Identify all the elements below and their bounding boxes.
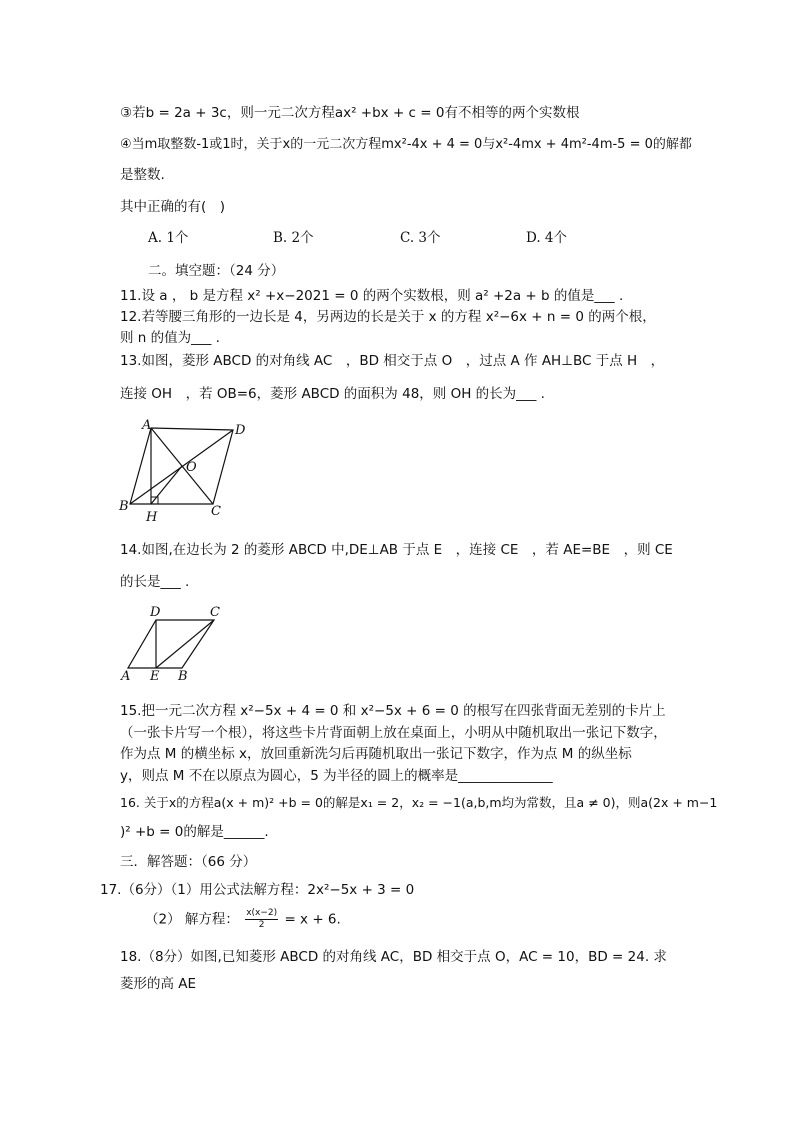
q17-fraction — [245, 908, 278, 931]
question-13-line2: 连接 OH ，若 OB=6，菱形 ABCD 的面积为 48，则 OH 的长为___ . — [120, 386, 545, 402]
label-h: H — [146, 510, 158, 525]
label-d: D — [150, 605, 161, 620]
statement-4: ④当m取整数-1或1时，关于x的一元二次方程mx²-4x + 4 = 0与x²-4mx + 4m²-4m-5 = 0的解都 — [120, 137, 692, 152]
question-17-part2 — [145, 908, 341, 938]
label-e: E — [150, 669, 160, 682]
question-16-line2: )² +b = 0的解是______. — [120, 824, 269, 840]
statement-3: ③若b = 2a + 3c，则一元二次方程ax² +bx + c = 0有不相等的两个实数根 — [120, 105, 580, 121]
rhombus-outline — [128, 620, 214, 668]
label-b: B — [178, 669, 188, 682]
option-b: B. 2个 — [273, 230, 314, 246]
question-14-line1: 14.如图,在边长为 2 的菱形 ABCD 中,DE⊥AB 于点 E ，连接 CE ，若 AE=BE ，则 CE — [120, 542, 673, 558]
question-17-part1: 17.（6分）（1）用公式法解方程：2x²−5x + 3 = 0 — [100, 882, 415, 898]
label-o: O — [186, 460, 197, 475]
label-c: C — [210, 605, 220, 620]
label-a: A — [121, 669, 131, 682]
q17-fraction-denominator: 2 — [258, 920, 265, 930]
rhombus-figure-q13 — [115, 418, 275, 528]
statement-4-cont: 是整数. — [120, 167, 165, 183]
question-prompt: 其中正确的有( ) — [120, 199, 226, 215]
question-18-line2: 菱形的高 AE — [120, 976, 197, 992]
q17-fraction-numerator: x(x−2) — [246, 908, 278, 918]
q17-part2-rhs: = x + 6. — [284, 911, 341, 928]
section-fill-in-heading: 二。填空题：（24 分） — [148, 263, 285, 279]
question-15-line1: 15.把一元二次方程 x²−5x + 4 = 0 和 x²−5x + 6 = 0 的根写在四张背面无差别的卡片上 — [120, 703, 666, 719]
section-answer-heading: 三．解答题：（66 分） — [120, 854, 257, 870]
question-13-line1: 13.如图，菱形 ABCD 的对角线 AC ，BD 相交于点 O ，过点 A 作 AH⊥BC 于点 H ， — [120, 353, 665, 369]
question-16-line1: 16. 关于x的方程a(x + m)² +b = 0的解是x₁ = 2，x₂ = −1(a,b,m均为常数，且a ≠ 0)，则a(2x + m−1 — [120, 795, 718, 810]
label-c: C — [211, 504, 221, 519]
question-14-line2: 的长是___ . — [120, 574, 190, 590]
q17-part2-label: （2） 解方程： — [145, 911, 239, 928]
option-c: C. 3个 — [400, 230, 441, 246]
segment-ce — [156, 620, 214, 668]
option-a: A. 1个 — [148, 230, 189, 246]
option-d: D. 4个 — [526, 230, 568, 246]
question-15-line4: y，则点 M 不在以原点为圆心，5 为半径的圆上的概率是______________ — [120, 768, 553, 784]
question-12-line1: 12.若等腰三角形的一边长是 4，另两边的长是关于 x 的方程 x²−6x + n = 0 的两个根， — [120, 309, 656, 325]
question-15-line2: （一张卡片写一个根），将这些卡片背面朝上放在桌面上，小明从中随机取出一张记下数字， — [120, 725, 667, 741]
question-12-line2: 则 n 的值为___ . — [120, 330, 220, 346]
label-b: B — [119, 499, 129, 514]
question-15-line3: 作为点 M 的横坐标 x，放回重新洗匀后再随机取出一张记下数字，作为点 M 的纵坐标 — [120, 746, 632, 762]
rhombus-figure-q14 — [118, 602, 238, 682]
question-11: 11.设 a ， b 是方程 x² +x−2021 = 0 的两个实数根，则 a² +2a + b 的值是___ . — [120, 288, 624, 304]
label-d: D — [235, 423, 246, 438]
question-18-line1: 18.（8分）如图,已知菱形 ABCD 的对角线 AC，BD 相交于点 O，AC = 10，BD = 24. 求 — [120, 949, 667, 965]
label-a: A — [142, 418, 152, 433]
